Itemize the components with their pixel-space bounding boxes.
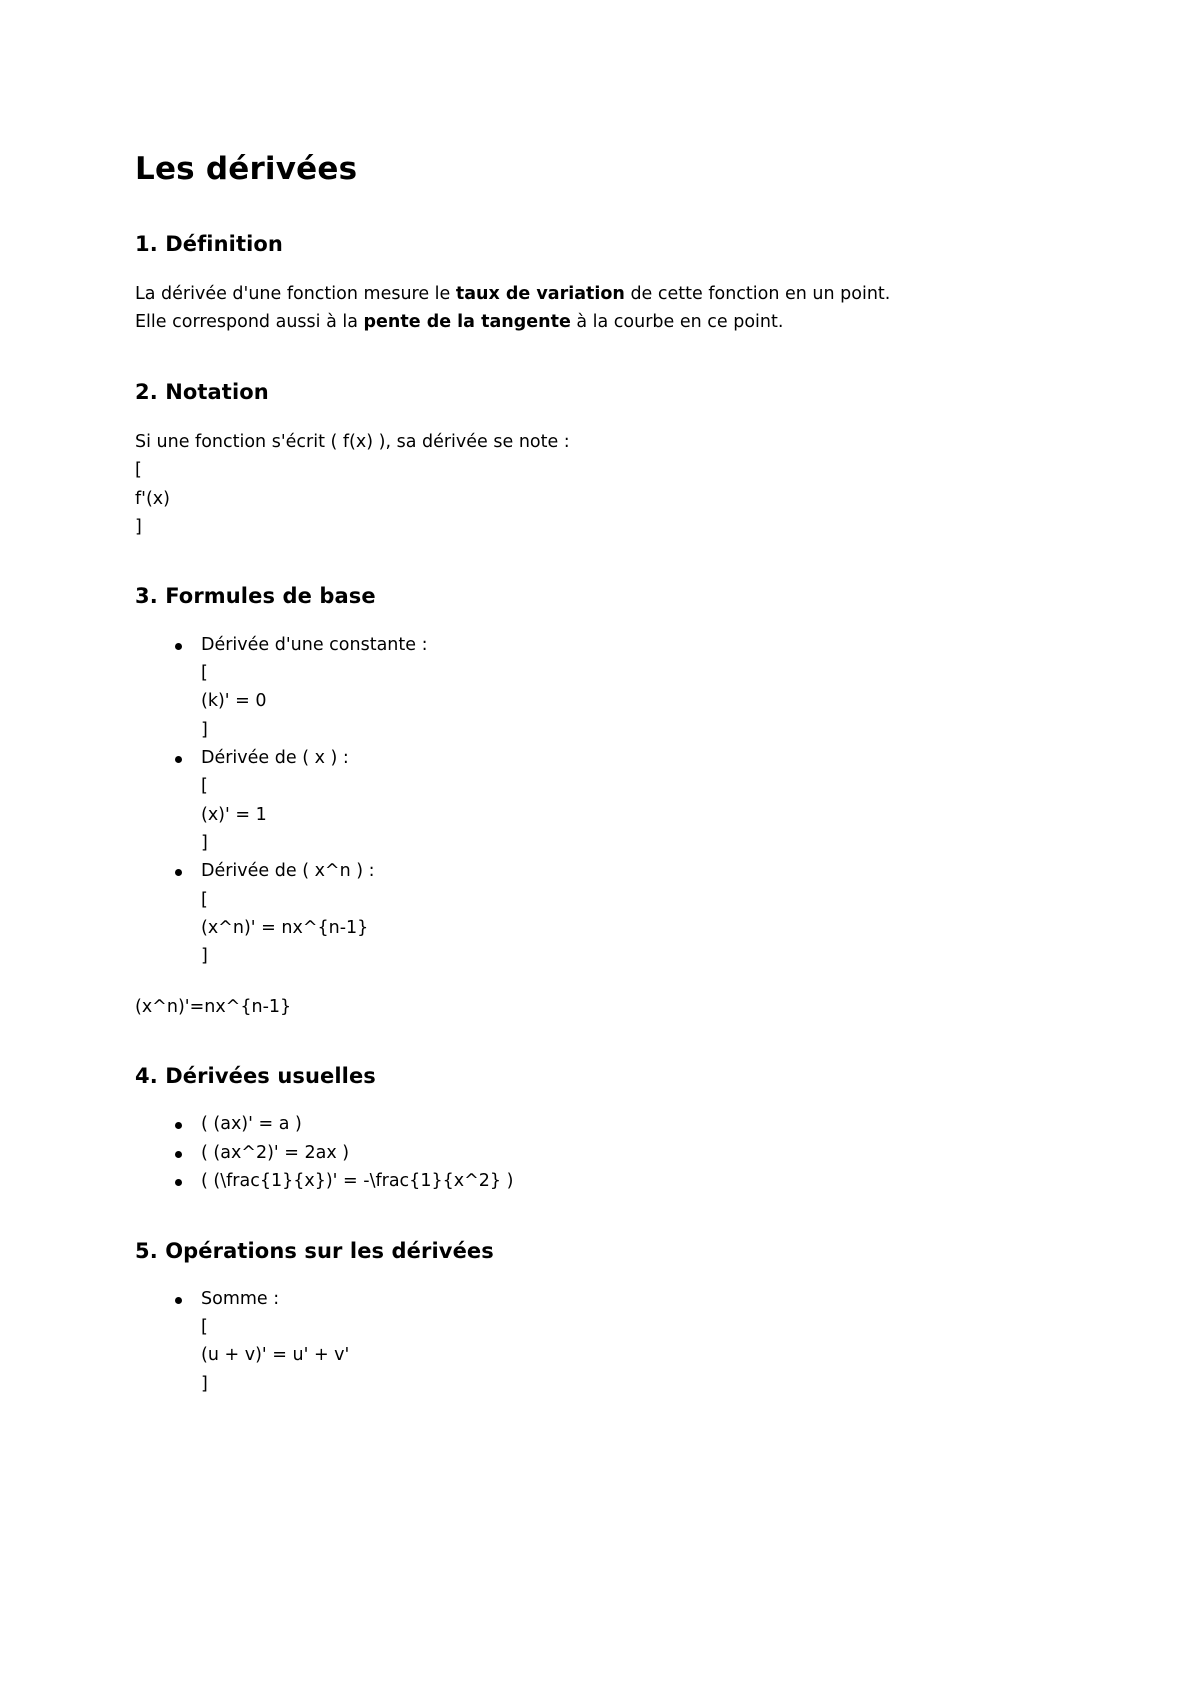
list-item-label: Dérivée de ( x^n ) : [201, 861, 375, 882]
list-item-close-bracket: ] [201, 719, 208, 740]
list-item-label: Dérivée d'une constante : [201, 634, 428, 655]
formules-de-base-trailing-formula: (x^n)'=nx^{n-1} [135, 996, 292, 1017]
definition-text-pre: La dérivée d'une fonction mesure le [135, 284, 456, 305]
list-item-label: ( (ax)' = a ) [201, 1114, 302, 1135]
list-item-formula: (x^n)' = nx^{n-1} [201, 918, 369, 939]
list-item-open-bracket: [ [201, 776, 208, 797]
list-item [135, 631, 1065, 744]
list-item-formula: (x)' = 1 [201, 804, 267, 825]
formules-de-base-list [135, 631, 1065, 971]
list-item-open-bracket: [ [201, 1317, 208, 1338]
list-item [135, 1167, 1065, 1195]
tangente-text-post: à la courbe en ce point. [570, 312, 784, 333]
definition-emphasis-pente: pente de la tangente [363, 312, 571, 333]
section-heading-operations-sur-les-derivees: 5. Opérations sur les dérivées [135, 1238, 494, 1263]
list-item-formula: (k)' = 0 [201, 691, 267, 712]
definition-paragraph-line-1 [135, 280, 1065, 308]
list-item-label: ( (\frac{1}{x})' = -\frac{1}{x^2} ) [201, 1171, 514, 1192]
derivees-usuelles-list [135, 1110, 1065, 1195]
definition-text-post: de cette fonction en un point. [624, 284, 891, 305]
section-heading-formules-de-base: 3. Formules de base [135, 584, 376, 609]
operations-list [135, 1285, 1065, 1398]
list-item [135, 1139, 1065, 1167]
list-item [135, 1110, 1065, 1138]
notation-formula: f'(x) [135, 488, 170, 509]
notation-block [135, 428, 1065, 541]
section-heading-definition: 1. Définition [135, 231, 283, 256]
list-item-label: ( (ax^2)' = 2ax ) [201, 1142, 350, 1163]
notation-open-bracket: [ [135, 460, 142, 481]
list-item-open-bracket: [ [201, 889, 208, 910]
list-item [135, 857, 1065, 970]
list-item-close-bracket: ] [201, 946, 208, 967]
definition-emphasis-taux: taux de variation [455, 284, 625, 305]
list-item-label: Somme : [201, 1288, 280, 1309]
section-heading-derivees-usuelles: 4. Dérivées usuelles [135, 1064, 376, 1089]
list-item-close-bracket: ] [201, 833, 208, 854]
section-heading-notation: 2. Notation [135, 379, 269, 404]
definition-paragraph-line-2 [135, 308, 1065, 336]
list-item [135, 744, 1065, 857]
notation-close-bracket: ] [135, 517, 142, 538]
tangente-text-pre: Elle correspond aussi à la [135, 312, 364, 333]
notation-intro: Si une fonction s'écrit ( f(x) ), sa dérivée se note : [135, 432, 570, 453]
list-item-label: Dérivée de ( x ) : [201, 748, 349, 769]
page-title: Les dérivées [135, 151, 358, 187]
list-item-open-bracket: [ [201, 663, 208, 684]
list-item-close-bracket: ] [201, 1373, 208, 1394]
list-item [135, 1285, 1065, 1398]
list-item-formula: (u + v)' = u' + v' [201, 1345, 350, 1366]
